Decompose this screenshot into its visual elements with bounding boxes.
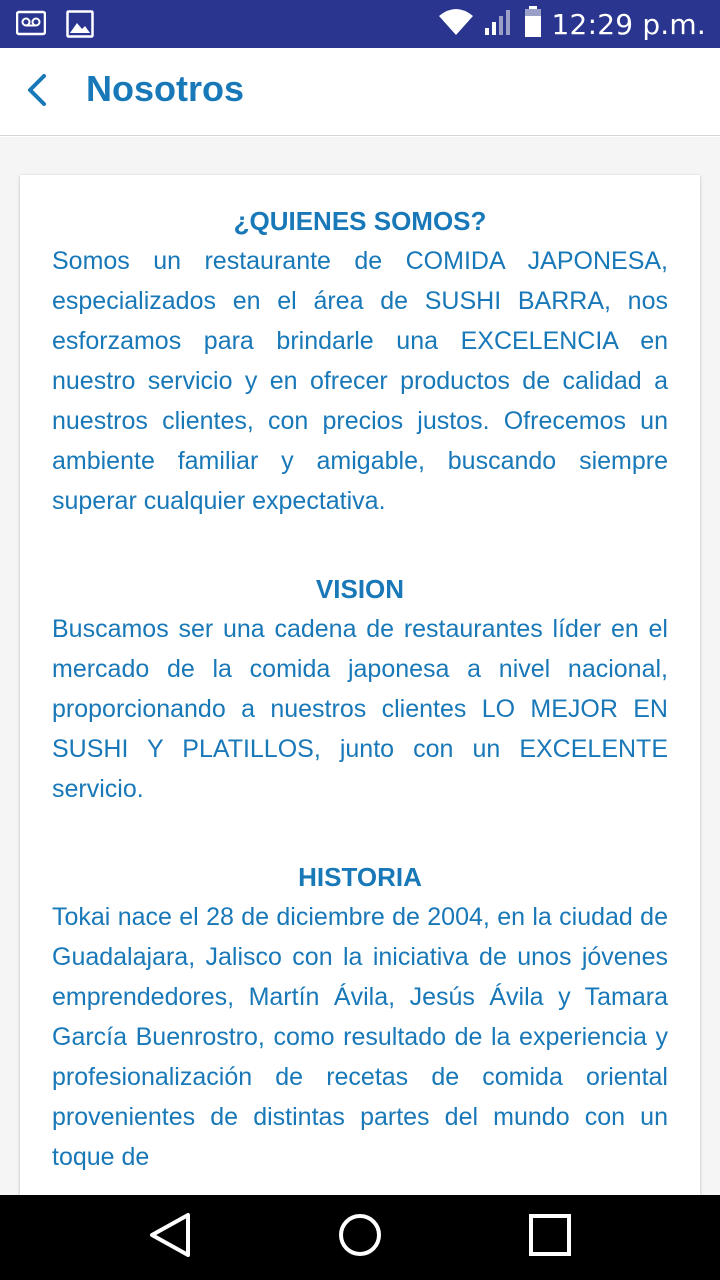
content-scroll-area[interactable]	[0, 137, 720, 1195]
voicemail-icon	[16, 10, 46, 43]
wifi-icon	[438, 8, 474, 41]
section-body-quienes-somos: Somos un restaurante de COMIDA JAPONESA, especializados en el área de SUSHI BARRA, nos esforzamos para brindarle una EXCELENCIA en nuestro servicio y en ofrecer productos de calidad a nuestros clientes, con precios justos. Ofrecemos un ambiente familiar y amigable, buscando siempre superar cualquier expectativa.	[52, 247, 668, 515]
about-card	[20, 175, 700, 1195]
recents-square-icon	[528, 1213, 572, 1262]
section-body-vision: Buscamos ser una cadena de restaurantes líder en el mercado de la comida japonesa a nivel nacional, proporcionando a nuestros clientes LO MEJOR EN SUSHI Y PLATILLOS, junto con un EXCELENTE servicio.	[52, 615, 668, 803]
image-icon	[66, 10, 94, 43]
battery-icon	[524, 6, 542, 43]
signal-icon	[484, 8, 514, 41]
nav-back-button[interactable]	[138, 1205, 202, 1269]
app-bar	[0, 48, 720, 136]
section-title-historia: HISTORIA	[298, 862, 422, 892]
status-time: 12:29 p.m.	[551, 8, 706, 41]
section-spacer	[52, 521, 668, 569]
navigation-bar	[0, 1195, 720, 1280]
section-title-quienes-somos: ¿QUIENES SOMOS?	[233, 206, 487, 236]
nav-home-button[interactable]	[328, 1205, 392, 1269]
page-title: Nosotros	[86, 68, 245, 109]
back-triangle-icon	[148, 1212, 192, 1263]
section-body-historia: Tokai nace el 28 de diciembre de 2004, en la ciudad de Guadalajara, Jalisco con la iniciativa de unos jóvenes emprendedores, Martín Ávila, Jesús Ávila y Tamara García Buenrostro, como resultado de la experiencia y profesionalización de recetas de comida oriental provenientes de distintas partes del mundo con un toque de	[52, 903, 668, 1171]
section-title-vision: VISION	[315, 574, 405, 604]
status-bar	[0, 0, 720, 48]
home-circle-icon	[337, 1212, 383, 1263]
back-button[interactable]	[8, 64, 64, 120]
section-spacer	[52, 809, 668, 857]
chevron-left-icon	[24, 73, 48, 112]
notification-icons	[16, 10, 94, 43]
nav-recents-button[interactable]	[518, 1205, 582, 1269]
